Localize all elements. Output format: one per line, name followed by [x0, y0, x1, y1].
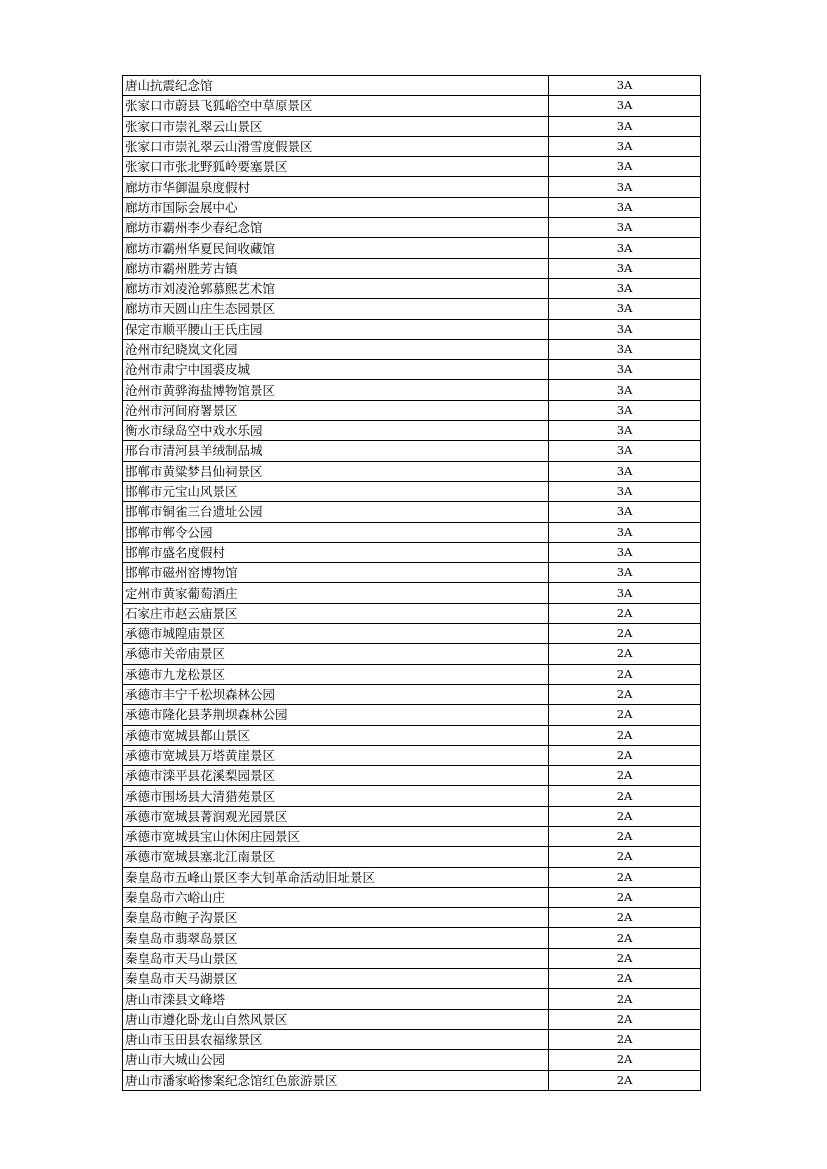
scenic-area-name-cell: 承德市城隍庙景区: [123, 624, 549, 644]
grade-cell: 3A: [549, 542, 701, 562]
scenic-area-name-cell: 石家庄市赵云庙景区: [123, 603, 549, 623]
scenic-area-name-cell: 邯郸市铜雀三台遗址公园: [123, 502, 549, 522]
scenic-area-name-cell: 唐山市潘家峪惨案纪念馆红色旅游景区: [123, 1070, 549, 1090]
table-row: [123, 542, 701, 562]
table-row: [123, 969, 701, 989]
table-row: [123, 238, 701, 258]
table-row: [123, 847, 701, 867]
table-row: [123, 360, 701, 380]
table-row: [123, 867, 701, 887]
scenic-area-name-cell: 邯郸市磁州窑博物馆: [123, 563, 549, 583]
scenic-area-name-cell: 沧州市黄骅海盐博物馆景区: [123, 380, 549, 400]
table-row: [123, 421, 701, 441]
scenic-area-name-cell: 承德市关帝庙景区: [123, 644, 549, 664]
grade-cell: 2A: [549, 786, 701, 806]
table-row: [123, 644, 701, 664]
grade-cell: 2A: [549, 948, 701, 968]
scenic-area-name-cell: 沧州市肃宁中国裘皮城: [123, 360, 549, 380]
grade-cell: 2A: [549, 867, 701, 887]
scenic-area-name-cell: 秦皇岛市天马山景区: [123, 948, 549, 968]
scenic-area-name-cell: 邯郸市黄粱梦吕仙祠景区: [123, 461, 549, 481]
table-body: [123, 76, 701, 1091]
grade-cell: 2A: [549, 603, 701, 623]
grade-cell: 3A: [549, 441, 701, 461]
grade-cell: 3A: [549, 157, 701, 177]
scenic-area-name-cell: 秦皇岛市六峪山庄: [123, 887, 549, 907]
grade-cell: 3A: [549, 319, 701, 339]
table-row: [123, 197, 701, 217]
grade-cell: 3A: [549, 360, 701, 380]
grade-cell: 3A: [549, 481, 701, 501]
scenic-area-name-cell: 秦皇岛市五峰山景区李大钊革命活动旧址景区: [123, 867, 549, 887]
table-row: [123, 76, 701, 96]
table-row: [123, 786, 701, 806]
table-row: [123, 948, 701, 968]
scenic-area-name-cell: 唐山市遵化卧龙山自然风景区: [123, 1009, 549, 1029]
grade-cell: 3A: [549, 136, 701, 156]
scenic-area-name-cell: 唐山市滦县文峰塔: [123, 989, 549, 1009]
grade-cell: 3A: [549, 400, 701, 420]
scenic-area-name-cell: 张家口市崇礼翠云山景区: [123, 116, 549, 136]
scenic-area-name-cell: 邯郸市盛名度假村: [123, 542, 549, 562]
table-row: [123, 705, 701, 725]
table-row: [123, 319, 701, 339]
grade-cell: 3A: [549, 238, 701, 258]
scenic-area-name-cell: 承德市九龙松景区: [123, 664, 549, 684]
scenic-area-name-cell: 承德市围场县大清猎苑景区: [123, 786, 549, 806]
table-row: [123, 278, 701, 298]
scenic-area-name-cell: 承德市隆化县茅荆坝森林公园: [123, 705, 549, 725]
table-row: [123, 928, 701, 948]
table-row: [123, 664, 701, 684]
scenic-area-name-cell: 承德市宽城县宝山休闲庄园景区: [123, 826, 549, 846]
scenic-area-name-cell: 沧州市河间府署景区: [123, 400, 549, 420]
grade-cell: 3A: [549, 563, 701, 583]
scenic-area-name-cell: 承德市丰宁千松坝森林公园: [123, 684, 549, 704]
table-row: [123, 461, 701, 481]
scenic-area-name-cell: 廊坊市刘凌沧郭慕熙艺术馆: [123, 278, 549, 298]
table-row: [123, 218, 701, 238]
scenic-area-name-cell: 邢台市清河县羊绒制品城: [123, 441, 549, 461]
grade-cell: 2A: [549, 725, 701, 745]
scenic-area-name-cell: 承德市宽城县菁润观光园景区: [123, 806, 549, 826]
scenic-area-name-cell: 唐山市大城山公园: [123, 1050, 549, 1070]
table-row: [123, 806, 701, 826]
scenic-area-name-cell: 张家口市蔚县飞狐峪空中草原景区: [123, 96, 549, 116]
scenic-area-name-cell: 廊坊市霸州华夏民间收藏馆: [123, 238, 549, 258]
grade-cell: 2A: [549, 766, 701, 786]
scenic-area-name-cell: 承德市滦平县花溪梨园景区: [123, 766, 549, 786]
table-row: [123, 258, 701, 278]
grade-cell: 2A: [549, 1070, 701, 1090]
table-row: [123, 400, 701, 420]
scenic-area-name-cell: 承德市宽城县都山景区: [123, 725, 549, 745]
scenic-area-name-cell: 秦皇岛市天马湖景区: [123, 969, 549, 989]
grade-cell: 3A: [549, 421, 701, 441]
grade-cell: 3A: [549, 278, 701, 298]
grade-cell: 2A: [549, 969, 701, 989]
scenic-area-table: [122, 75, 701, 1091]
scenic-area-name-cell: 秦皇岛市翡翠岛景区: [123, 928, 549, 948]
table-row: [123, 1070, 701, 1090]
table-row: [123, 745, 701, 765]
table-row: [123, 583, 701, 603]
table-row: [123, 887, 701, 907]
table-row: [123, 157, 701, 177]
table-row: [123, 522, 701, 542]
grade-cell: 3A: [549, 76, 701, 96]
table-row: [123, 1050, 701, 1070]
scenic-area-name-cell: 唐山抗震纪念馆: [123, 76, 549, 96]
table-row: [123, 908, 701, 928]
table-row: [123, 766, 701, 786]
table-row: [123, 502, 701, 522]
scenic-area-name-cell: 沧州市纪晓岚文化园: [123, 339, 549, 359]
scenic-area-name-cell: 保定市顺平腰山王氏庄园: [123, 319, 549, 339]
scenic-area-name-cell: 张家口市崇礼翠云山滑雪度假景区: [123, 136, 549, 156]
grade-cell: 2A: [549, 928, 701, 948]
grade-cell: 2A: [549, 847, 701, 867]
scenic-area-name-cell: 廊坊市霸州李少春纪念馆: [123, 218, 549, 238]
grade-cell: 2A: [549, 826, 701, 846]
grade-cell: 2A: [549, 745, 701, 765]
table-row: [123, 1029, 701, 1049]
table-row: [123, 826, 701, 846]
scenic-area-name-cell: 唐山市玉田县农福缘景区: [123, 1029, 549, 1049]
grade-cell: 3A: [549, 116, 701, 136]
grade-cell: 3A: [549, 96, 701, 116]
scenic-area-name-cell: 承德市宽城县塞北江南景区: [123, 847, 549, 867]
grade-cell: 3A: [549, 197, 701, 217]
grade-cell: 2A: [549, 1050, 701, 1070]
grade-cell: 3A: [549, 461, 701, 481]
table-row: [123, 1009, 701, 1029]
scenic-area-name-cell: 廊坊市华御温泉度假村: [123, 177, 549, 197]
grade-cell: 3A: [549, 339, 701, 359]
scenic-area-name-cell: 衡水市绿岛空中戏水乐园: [123, 421, 549, 441]
scenic-area-name-cell: 邯郸市郸令公园: [123, 522, 549, 542]
table-row: [123, 563, 701, 583]
grade-cell: 3A: [549, 218, 701, 238]
table-row: [123, 339, 701, 359]
grade-cell: 2A: [549, 806, 701, 826]
table-row: [123, 684, 701, 704]
table-row: [123, 116, 701, 136]
grade-cell: 2A: [549, 887, 701, 907]
table-row: [123, 441, 701, 461]
grade-cell: 3A: [549, 380, 701, 400]
grade-cell: 2A: [549, 1009, 701, 1029]
table-row: [123, 481, 701, 501]
grade-cell: 2A: [549, 1029, 701, 1049]
table-row: [123, 299, 701, 319]
table-row: [123, 96, 701, 116]
table-row: [123, 624, 701, 644]
table-row: [123, 177, 701, 197]
scenic-area-name-cell: 张家口市张北野狐岭要塞景区: [123, 157, 549, 177]
grade-cell: 2A: [549, 644, 701, 664]
grade-cell: 2A: [549, 664, 701, 684]
scenic-area-name-cell: 秦皇岛市鲍子沟景区: [123, 908, 549, 928]
table-row: [123, 603, 701, 623]
grade-cell: 2A: [549, 908, 701, 928]
table-row: [123, 380, 701, 400]
grade-cell: 3A: [549, 299, 701, 319]
grade-cell: 2A: [549, 989, 701, 1009]
scenic-area-name-cell: 定州市黄家葡萄酒庄: [123, 583, 549, 603]
grade-cell: 2A: [549, 684, 701, 704]
grade-cell: 3A: [549, 177, 701, 197]
table-row: [123, 725, 701, 745]
grade-cell: 3A: [549, 502, 701, 522]
scenic-area-name-cell: 承德市宽城县万塔黄崖景区: [123, 745, 549, 765]
scenic-area-name-cell: 廊坊市天圆山庄生态园景区: [123, 299, 549, 319]
grade-cell: 2A: [549, 705, 701, 725]
table-row: [123, 989, 701, 1009]
scenic-area-name-cell: 邯郸市元宝山风景区: [123, 481, 549, 501]
grade-cell: 3A: [549, 522, 701, 542]
scenic-area-name-cell: 廊坊市国际会展中心: [123, 197, 549, 217]
scenic-area-name-cell: 廊坊市霸州胜芳古镇: [123, 258, 549, 278]
grade-cell: 3A: [549, 258, 701, 278]
grade-cell: 2A: [549, 624, 701, 644]
table-row: [123, 136, 701, 156]
grade-cell: 3A: [549, 583, 701, 603]
